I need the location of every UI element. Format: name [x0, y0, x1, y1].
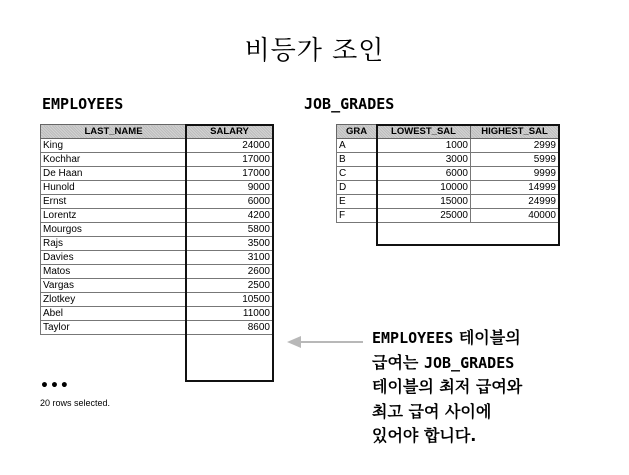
table-row [41, 153, 273, 167]
table-cell: Hunold [41, 181, 187, 195]
table-cell: 9000 [187, 181, 273, 195]
table-cell: Ernst [41, 195, 187, 209]
left-arrow-icon [287, 334, 365, 350]
table-cell: 6000 [187, 195, 273, 209]
table-row [41, 167, 273, 181]
col-last-name: LAST_NAME [41, 125, 187, 139]
table-row [41, 251, 273, 265]
table-cell: 24999 [471, 195, 559, 209]
table-cell: D [337, 181, 377, 195]
table-cell: 2600 [187, 265, 273, 279]
table-row [41, 139, 273, 153]
table-cell: 6000 [377, 167, 471, 181]
table-row [337, 181, 559, 195]
employees-header-row [41, 125, 273, 139]
rows-selected-label: 20 rows selected. [40, 398, 111, 408]
table-cell: F [337, 209, 377, 223]
table-cell: B [337, 153, 377, 167]
table-cell: 3100 [187, 251, 273, 265]
table-cell: 25000 [377, 209, 471, 223]
table-row [337, 209, 559, 223]
table-cell: Zlotkey [41, 293, 187, 307]
job-grades-table [336, 124, 559, 223]
table-cell: 11000 [187, 307, 273, 321]
table-cell: King [41, 139, 187, 153]
table-cell: 2999 [471, 139, 559, 153]
table-cell: 15000 [377, 195, 471, 209]
table-row [41, 237, 273, 251]
table-cell: 40000 [471, 209, 559, 223]
table-cell: De Haan [41, 167, 187, 181]
table-row [41, 265, 273, 279]
table-row [41, 321, 273, 335]
table-cell: 1000 [377, 139, 471, 153]
table-cell: Matos [41, 265, 187, 279]
table-cell: 2500 [187, 279, 273, 293]
col-lowest-sal: LOWEST_SAL [377, 125, 471, 139]
table-row [41, 181, 273, 195]
note-line-2: 급여는 JOB_GRADES [372, 352, 515, 372]
table-cell: 10500 [187, 293, 273, 307]
table-row [41, 293, 273, 307]
note-line-3: 테이블의 최저 급여와 [372, 377, 523, 396]
job-grades-header-row [337, 125, 559, 139]
table-cell: Abel [41, 307, 187, 321]
table-cell: 5999 [471, 153, 559, 167]
table-cell: Vargas [41, 279, 187, 293]
table-cell: Lorentz [41, 209, 187, 223]
table-cell: Mourgos [41, 223, 187, 237]
table-row [41, 195, 273, 209]
table-cell: 24000 [187, 139, 273, 153]
note-line-1: EMPLOYEES 테이블의 [372, 328, 521, 347]
table-cell: 3500 [187, 237, 273, 251]
slide-title: 비등가 조인 [244, 36, 385, 66]
table-row [337, 167, 559, 181]
table-cell: 5800 [187, 223, 273, 237]
job-grades-table-title: JOB_GRADES [304, 95, 395, 113]
table-cell: 17000 [187, 167, 273, 181]
table-cell: 3000 [377, 153, 471, 167]
table-cell: Davies [41, 251, 187, 265]
table-row [41, 209, 273, 223]
table-row [337, 139, 559, 153]
table-cell: 17000 [187, 153, 273, 167]
table-cell: Kochhar [41, 153, 187, 167]
table-cell: 10000 [377, 181, 471, 195]
table-cell: A [337, 139, 377, 153]
table-cell: 9999 [471, 167, 559, 181]
table-row [41, 307, 273, 321]
note-line-4: 최고 급여 사이에 [372, 401, 492, 421]
table-cell: 8600 [187, 321, 273, 335]
explanation-note [372, 326, 522, 449]
col-highest-sal: HIGHEST_SAL [471, 125, 559, 139]
table-cell: E [337, 195, 377, 209]
table-cell: Rajs [41, 237, 187, 251]
table-cell: 4200 [187, 209, 273, 223]
table-row [41, 223, 273, 237]
employees-table-title: EMPLOYEES [42, 95, 124, 113]
col-salary: SALARY [187, 125, 273, 139]
table-row [337, 195, 559, 209]
col-gra: GRA [337, 125, 377, 139]
table-cell: C [337, 167, 377, 181]
table-row [337, 153, 559, 167]
table-row [41, 279, 273, 293]
table-cell: 14999 [471, 181, 559, 195]
table-cell: Taylor [41, 321, 187, 335]
note-line-5: 있어야 합니다. [372, 426, 477, 445]
more-rows-ellipsis: ••• [40, 378, 70, 394]
employees-table [40, 124, 273, 335]
